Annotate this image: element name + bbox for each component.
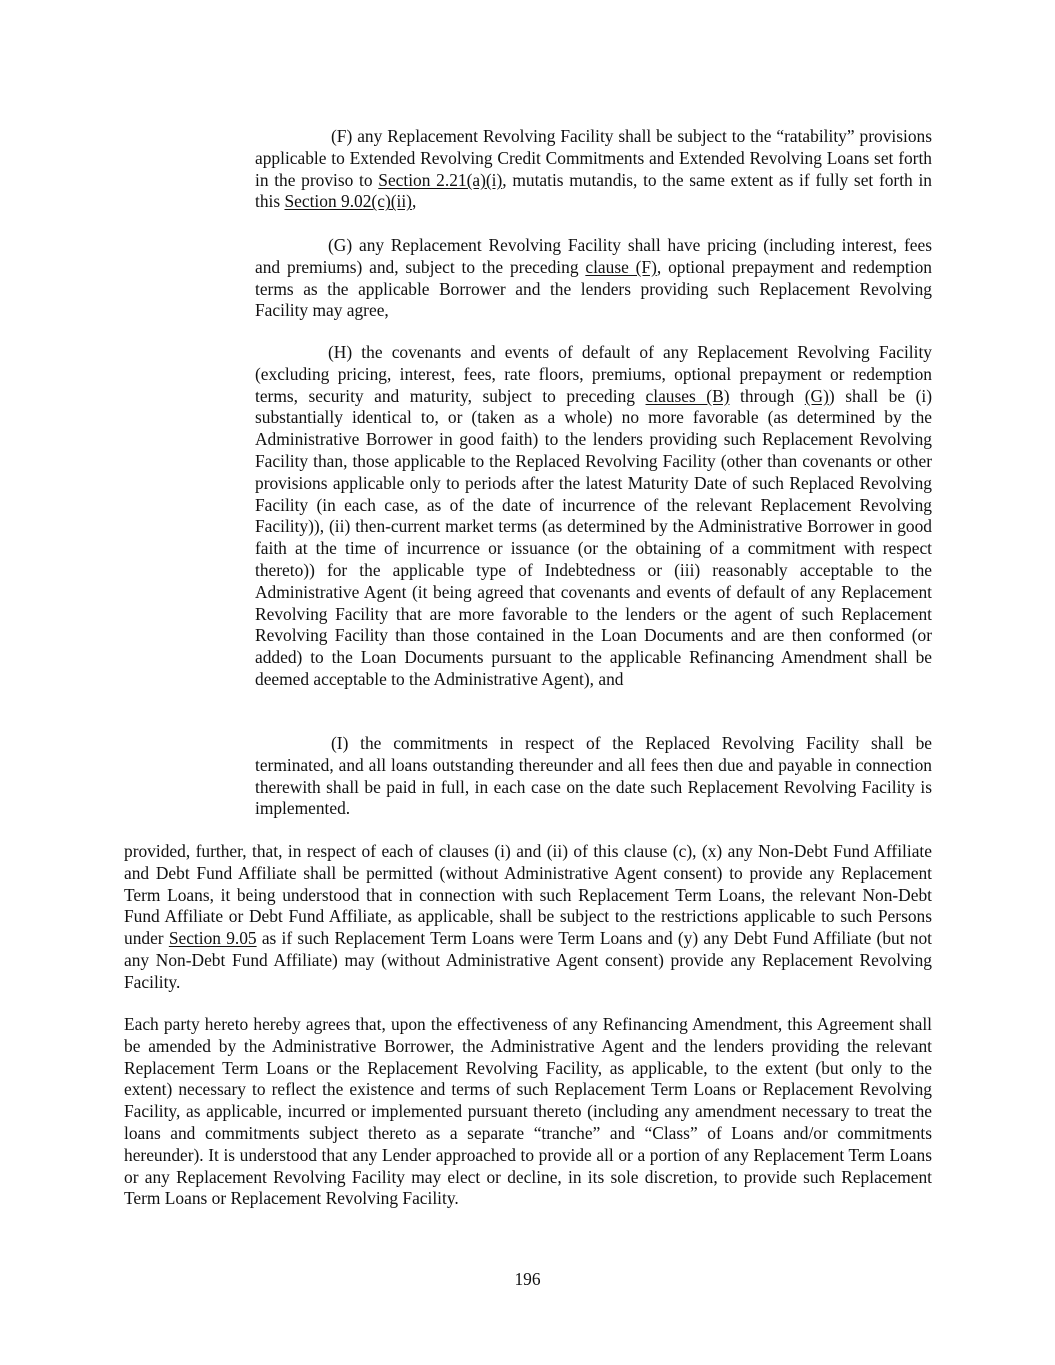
clause-h-text-3: ) shall be (i) substantially identical to, or (taken as a whole) no more favorable (as determined by the Administrative Borrower in good faith) to the lenders providing such Replacement Revolving Facility than, those applicable to the Replaced Revolving Facility (other than covenants or other provisions applicable only to periods after the latest Maturity Date of such Replaced Revolving Facility (in each case, as of the date of incurrence of the relevant Replacement Revolving Facility)), (ii) then-current market terms (as determined by the Administrative Borrower in good faith at the time of incurrence or issuance (or the obtaining of a commitment with respect thereto)) for the applicable type of Indebtedness or (iii) reasonably acceptable to the Administrative Agent (it being agreed that covenants and events of default of any Replacement Revolving Facility that are more favorable to the lenders or the agent of such Replacement Revolving Facility than those contained in the Loan Documents and are then conformed (or added) to the Loan Documents pursuant to the applicable Refinancing Amendment shall be deemed acceptable to the Administrative Agent), and bbox=[255, 385, 933, 689]
clause-i-paragraph bbox=[255, 733, 932, 820]
section-9-02-reference: Section 9.02(c)(ii) bbox=[284, 191, 412, 212]
clause-g-paragraph bbox=[255, 235, 932, 322]
refinancing-amendment-text: Each party hereto hereby agrees that, upon the effectiveness of any Refinancing Amendment, this Agreement shall be amended by the Administrative Borrower, the Administrative Agent and the lenders providing the relevant Replacement Term Loans or the Replacement Revolving Facility, as applicable, to the extent (but only to the extent) necessary to reflect the existence and terms of such Replacement Term Loans or Replacement Revolving Facility, as applicable, incurred or implemented pursuant thereto (including any amendment necessary to treat the loans and commitments subject thereto as a separate “tranche” and “Class” of Loans and/or commitments hereunder). It is understood that any Lender approached to provide all or a portion of any Replacement Term Loans or any Replacement Revolving Facility may elect or decline, in its sole discretion, to provide such Replacement Term Loans or Replacement Revolving Facility. bbox=[124, 1014, 932, 1209]
page-number: 196 bbox=[514, 1269, 541, 1289]
clause-g-text-1: (G) any Replacement Revolving Facility shall have pricing (including interest, fees and premiums) and, subject to the preceding bbox=[255, 235, 932, 277]
clause-f-paragraph bbox=[255, 126, 932, 213]
clauses-b-reference: clauses (B) bbox=[645, 385, 730, 406]
section-2-21-reference: Section 2.21(a)(i) bbox=[378, 169, 503, 190]
refinancing-amendment-paragraph bbox=[124, 1014, 932, 1210]
clause-f-text-1: (F) any Replacement Revolving Facility shall be subject to the “ratability” provisions applicable to Extended Revolving Credit Commitments and Extended Revolving Loans set forth in the proviso to bbox=[255, 126, 932, 190]
clause-f-reference: clause (F) bbox=[585, 256, 657, 277]
clause-g-text-2: , optional prepayment and redemption terms as the applicable Borrower and the lenders providing such Replacement Revolving Facility may agree, bbox=[255, 256, 932, 321]
clause-h-text-1: (H) the covenants and events of default of any Replacement Revolving Facility (excluding pricing, interest, fees, rate floors, premiums, optional prepayment or redemption terms, security and maturity, subject to preceding bbox=[255, 342, 932, 406]
proviso-text-2: as if such Replacement Term Loans were Term Loans and (y) any Debt Fund Affiliate (but not any Non-Debt Fund Affiliate) may (without Administrative Agent consent) provide any Replacement Revolving Facility. bbox=[124, 928, 932, 992]
clause-h-paragraph bbox=[255, 342, 932, 691]
proviso-paragraph bbox=[124, 841, 932, 994]
clause-g-reference: (G) bbox=[804, 385, 829, 406]
clause-i-text: (I) the commitments in respect of the Replaced Revolving Facility shall be terminated, and all loans outstanding thereunder and all fees then due and payable in connection therewith shall be paid in full, in each case on the date such Replacement Revolving Facility is implemented. bbox=[255, 733, 932, 819]
clause-f-text-2: , mutatis mutandis, to the same extent as if fully set forth in this bbox=[255, 169, 932, 212]
clause-f-text-3: , bbox=[411, 191, 417, 212]
section-9-05-reference: Section 9.05 bbox=[168, 928, 257, 949]
clause-h-text-2: through bbox=[729, 385, 805, 406]
proviso-text-1: provided, further, that, in respect of each of clauses (i) and (ii) of this clause (c), (x) any Non-Debt Fund Affiliate and Debt Fund Affiliate shall be permitted (without Administrative Agent consent) to provide any Replacement Term Loans, it being understood that in connection with such Replacement Term Loans, the relevant Non-Debt Fund Affiliate or Debt Fund Affiliate, as applicable, shall be subject to the restrictions applicable to such Persons under bbox=[124, 841, 932, 949]
